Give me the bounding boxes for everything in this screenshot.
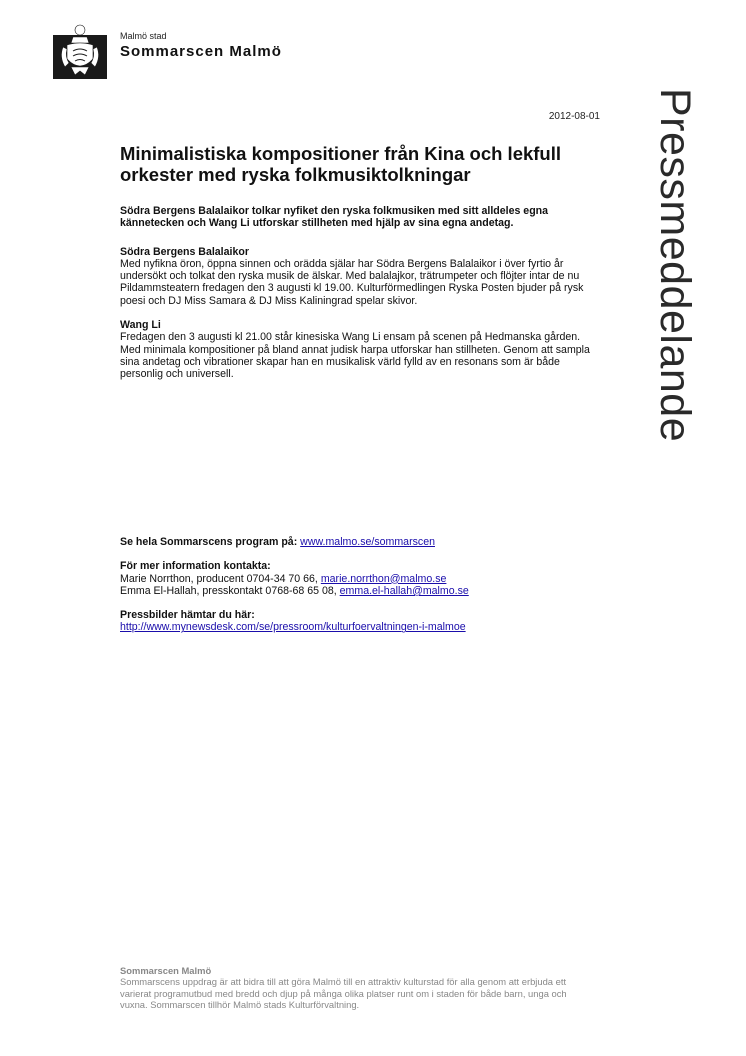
footer-body: Sommarscens uppdrag är att bidra till att göra Malmö till en attraktiv kulturstad för alla genom att erbjuda ett varierat programutbud med bredd och djup på många olika platser runt om i staden för både barn, unga och vuxna. Sommarscen tillhör Malmö stads Kulturförvaltning. — [120, 976, 567, 1011]
spacer — [120, 597, 600, 609]
section-title: Wang Li — [120, 319, 161, 332]
org-header — [120, 31, 282, 61]
contact-line: Emma El-Hallah, presskontakt 0768-68 65 08, — [120, 584, 337, 597]
malmo-coat-of-arms-icon — [53, 23, 107, 79]
section-body: Fredagen den 3 augusti kl 21.00 står kinesiska Wang Li ensam på scenen på Hedmanska gården. Med minimala kompositioner på bland annat judisk harpa utforskar han stillheten. Genom att sampla sina andetag och vibrationer skapar han en musikalisk värld fylld av en resonans som är både personlig och universell. — [120, 331, 590, 381]
press-title: Pressbilder hämtar du här: — [120, 609, 255, 622]
contact-info — [120, 536, 600, 634]
program-link[interactable]: www.malmo.se/sommarscen — [300, 536, 435, 548]
contact-email-link[interactable]: emma.el-hallah@malmo.se — [339, 584, 469, 597]
org-city: Malmö stad — [120, 31, 167, 41]
contact-line: Marie Norrthon, producent 0704-34 70 66, — [120, 572, 318, 585]
section-body: Med nyfikna öron, öppna sinnen och orädda själar har Södra Bergens Balalaikor i över fyrtio år undersökt och tolkat den ryska musik de älskar. Med balalajkor, trätrumpeter och flöjter intar de nu Pildammsteatern fredagen den 3 augusti kl 19.00. Kulturförmedlingen Ryska Posten bjuder på rysk poesi och DJ Miss Samara & DJ Miss Kaliningrad spelar skivor. — [120, 257, 584, 307]
page-title: Minimalistiska kompositioner från Kina och lekfull orkester med ryska folkmusiktolkningar — [120, 143, 562, 185]
program-label: Se hela Sommarscens program på: — [120, 536, 298, 548]
spacer — [120, 548, 600, 560]
footer-title: Sommarscen Malmö — [120, 965, 212, 976]
footer — [120, 965, 590, 1011]
article — [120, 143, 600, 381]
press-link[interactable]: http://www.mynewsdesk.com/se/pressroom/kulturfoervaltningen-i-malmoe — [120, 621, 466, 634]
lead-paragraph: Södra Bergens Balalaikor tolkar nyfiket den ryska folkmusiken med sitt alldeles egna kännetecken och Wang Li utforskar stillheten med hjälp av sina egna andetag. — [120, 205, 549, 230]
section-title: Södra Bergens Balalaikor — [120, 245, 249, 258]
vertical-label: Pressmeddelande — [651, 88, 699, 443]
contact-email-link[interactable]: marie.norrthon@malmo.se — [320, 572, 447, 585]
org-name: Sommarscen Malmö — [120, 43, 282, 60]
date: 2012-08-01 — [548, 111, 600, 122]
contact-title: För mer information kontakta: — [120, 560, 271, 573]
spacer — [120, 307, 600, 319]
